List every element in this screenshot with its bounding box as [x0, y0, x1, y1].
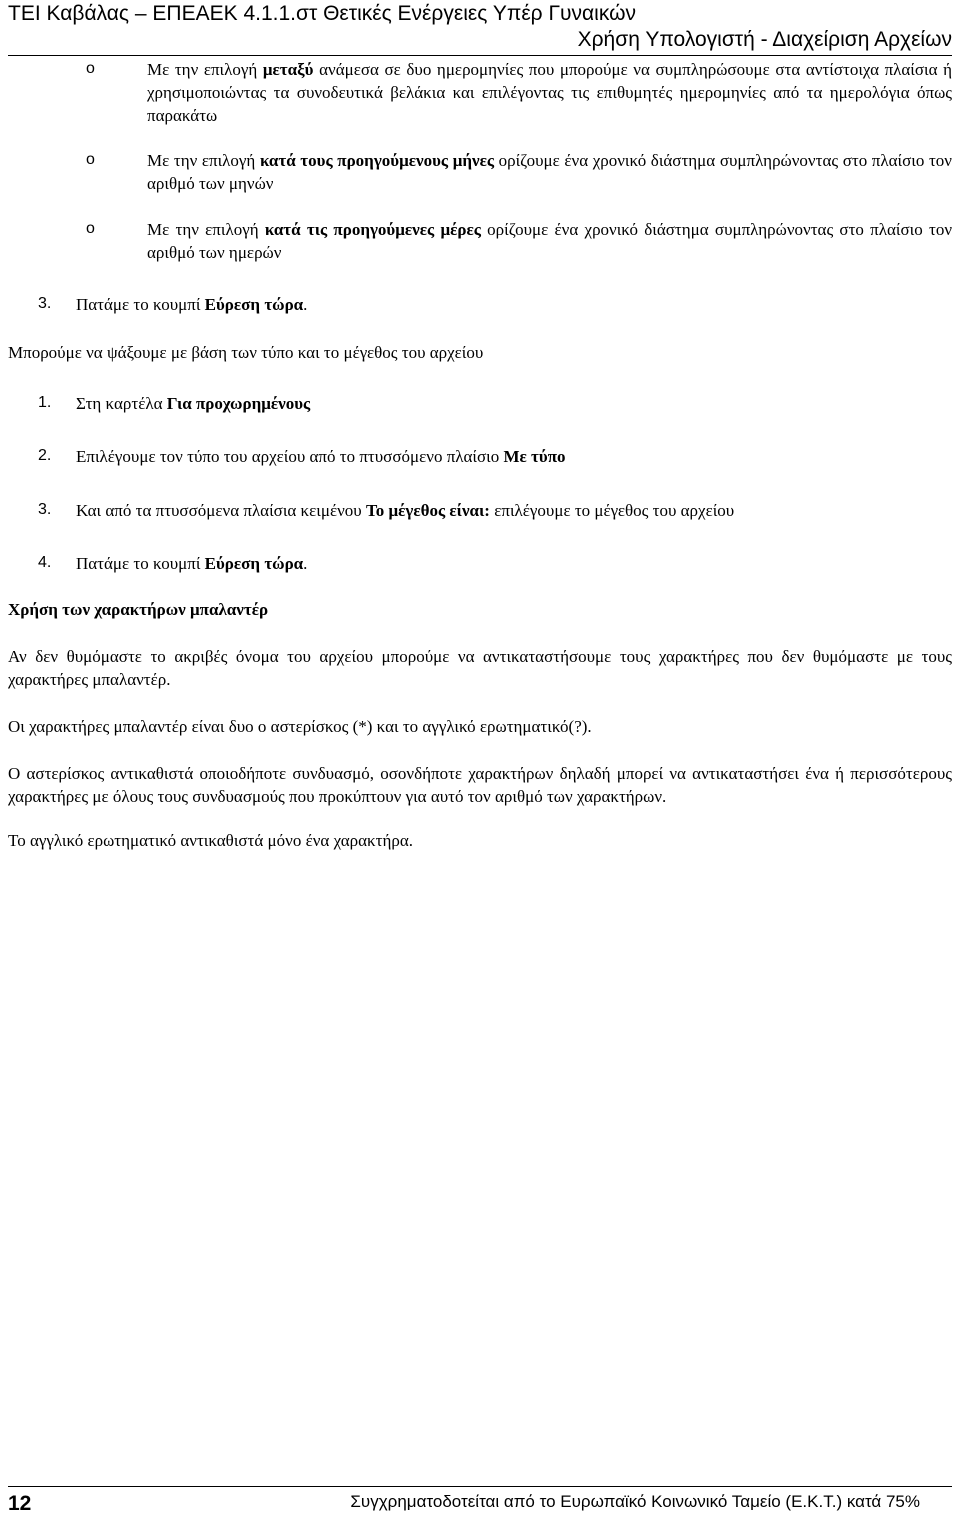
paragraph-wildcards-list: Οι χαρακτήρες μπαλαντέρ είναι δυο ο αστερίσκος (*) και το αγγλικό ερωτηματικό(?). — [8, 717, 592, 736]
bullet-marker: o — [86, 60, 95, 77]
step-number: 2. — [38, 447, 52, 464]
step-text-pre: Στη καρτέλα — [76, 394, 167, 413]
bullet-text — [147, 58, 952, 127]
bullet-text-pre: Με την επιλογή — [147, 220, 265, 239]
bullet-text — [147, 149, 952, 195]
step-number: 1. — [38, 394, 52, 411]
step-text-bold: Με τύπο — [503, 447, 566, 466]
step-number: 3. — [38, 295, 52, 312]
step-text-post: . — [303, 554, 308, 573]
step-text-post: . — [303, 295, 308, 314]
step-text — [76, 445, 952, 468]
step-number: 4. — [38, 554, 52, 571]
step-text-post: επιλέγουμε το μέγεθος του αρχείου — [489, 501, 735, 520]
step-text-pre: Και από τα πτυσσόμενα πλαίσια κειμένου — [76, 501, 366, 520]
bullet-text-bold: κατά τους προηγούμενους μήνες — [259, 151, 495, 170]
section-heading: Χρήση των χαρακτήρων μπαλαντέρ — [8, 600, 269, 619]
step-text-pre: Πατάμε το κουμπί — [76, 554, 205, 573]
bullet-text-post: ορίζουμε ένα χρονικό διάστημα συμπληρώνοντας στο πλαίσιο τον αριθμό των ημερών — [147, 220, 952, 262]
header-title-line1: ΤΕΙ Καβάλας – ΕΠΕΑΕΚ 4.1.1.στ Θετικές Ενέργειες Υπέρ Γυναικών — [8, 2, 636, 25]
bullet-marker: o — [86, 151, 95, 168]
footer-rule — [8, 1486, 952, 1487]
step-text — [76, 552, 952, 575]
intro-type-size: Μπορούμε να ψάξουμε με βάση των τύπο και το μέγεθος του αρχείου — [8, 343, 484, 362]
bullet-text-post: ορίζουμε ένα χρονικό διάστημα συμπληρώνοντας στο πλαίσιο τον αριθμό των μηνών — [147, 151, 952, 193]
paragraph-asterisk: Ο αστερίσκος αντικαθιστά οποιοδήποτε συνδυασμό, οσονδήποτε χαρακτήρων δηλαδή μπορεί να αντικαταστήσει ένα ή περισσότερους χαρακτήρες με όλους τους συνδυασμούς που προκύπτουν για αυτό τον αριθμό των χαρακτήρων. — [8, 764, 952, 806]
bullet-text-pre: Με την επιλογή — [147, 151, 260, 170]
step-text-bold: Για προχωρημένους — [166, 394, 311, 413]
step-text — [76, 499, 952, 522]
bullet-text-pre: Με την επιλογή — [147, 60, 263, 79]
header-rule — [8, 55, 952, 56]
page-number: 12 — [8, 1492, 32, 1515]
bullet-text-bold: κατά τις προηγούμενες μέρες — [264, 220, 481, 239]
step-number: 3. — [38, 501, 52, 518]
paragraph-wildcards-intro: Αν δεν θυμόμαστε το ακριβές όνομα του αρχείου μπορούμε να αντικαταστήσουμε τους χαρακτήρες που δεν θυμόμαστε με τους χαρακτήρες μπαλαντέρ. — [8, 647, 952, 689]
bullet-text-post: ανάμεσα σε δυο ημερομηνίες που μπορούμε να συμπληρώσουμε στα αντίστοιχα πλαίσια ή χρησιμοποιώντας τα συνοδευτικά βελάκια και επιλέγοντας τις επιθυμητές ημερομηνίες από τα ημερολόγια όπως παρακάτω — [147, 60, 952, 125]
step-text-bold: Το μέγεθος είναι: — [365, 501, 490, 520]
step-text-pre: Πατάμε το κουμπί — [76, 295, 205, 314]
paragraph-question-mark: Το αγγλικό ερωτηματικό αντικαθιστά μόνο ένα χαρακτήρα. — [8, 831, 413, 850]
bullet-text — [147, 218, 952, 264]
header-title-line2: Χρήση Υπολογιστή - Διαχείριση Αρχείων — [577, 28, 952, 51]
footer-funding-note: Συγχρηματοδοτείται από το Ευρωπαϊκό Κοινωνικό Ταμείο (Ε.Κ.Τ.) κατά 75% — [350, 1492, 920, 1511]
step-text-pre: Επιλέγουμε τον τύπο του αρχείου από το πτυσσόμενο πλαίσιο — [76, 447, 504, 466]
bullet-marker: o — [86, 220, 95, 237]
step-text — [76, 392, 952, 415]
step-text-bold: Εύρεση τώρα — [204, 295, 304, 314]
bullet-text-bold: μεταξύ — [262, 60, 314, 79]
step-text-bold: Εύρεση τώρα — [204, 554, 304, 573]
step-text — [76, 293, 952, 316]
